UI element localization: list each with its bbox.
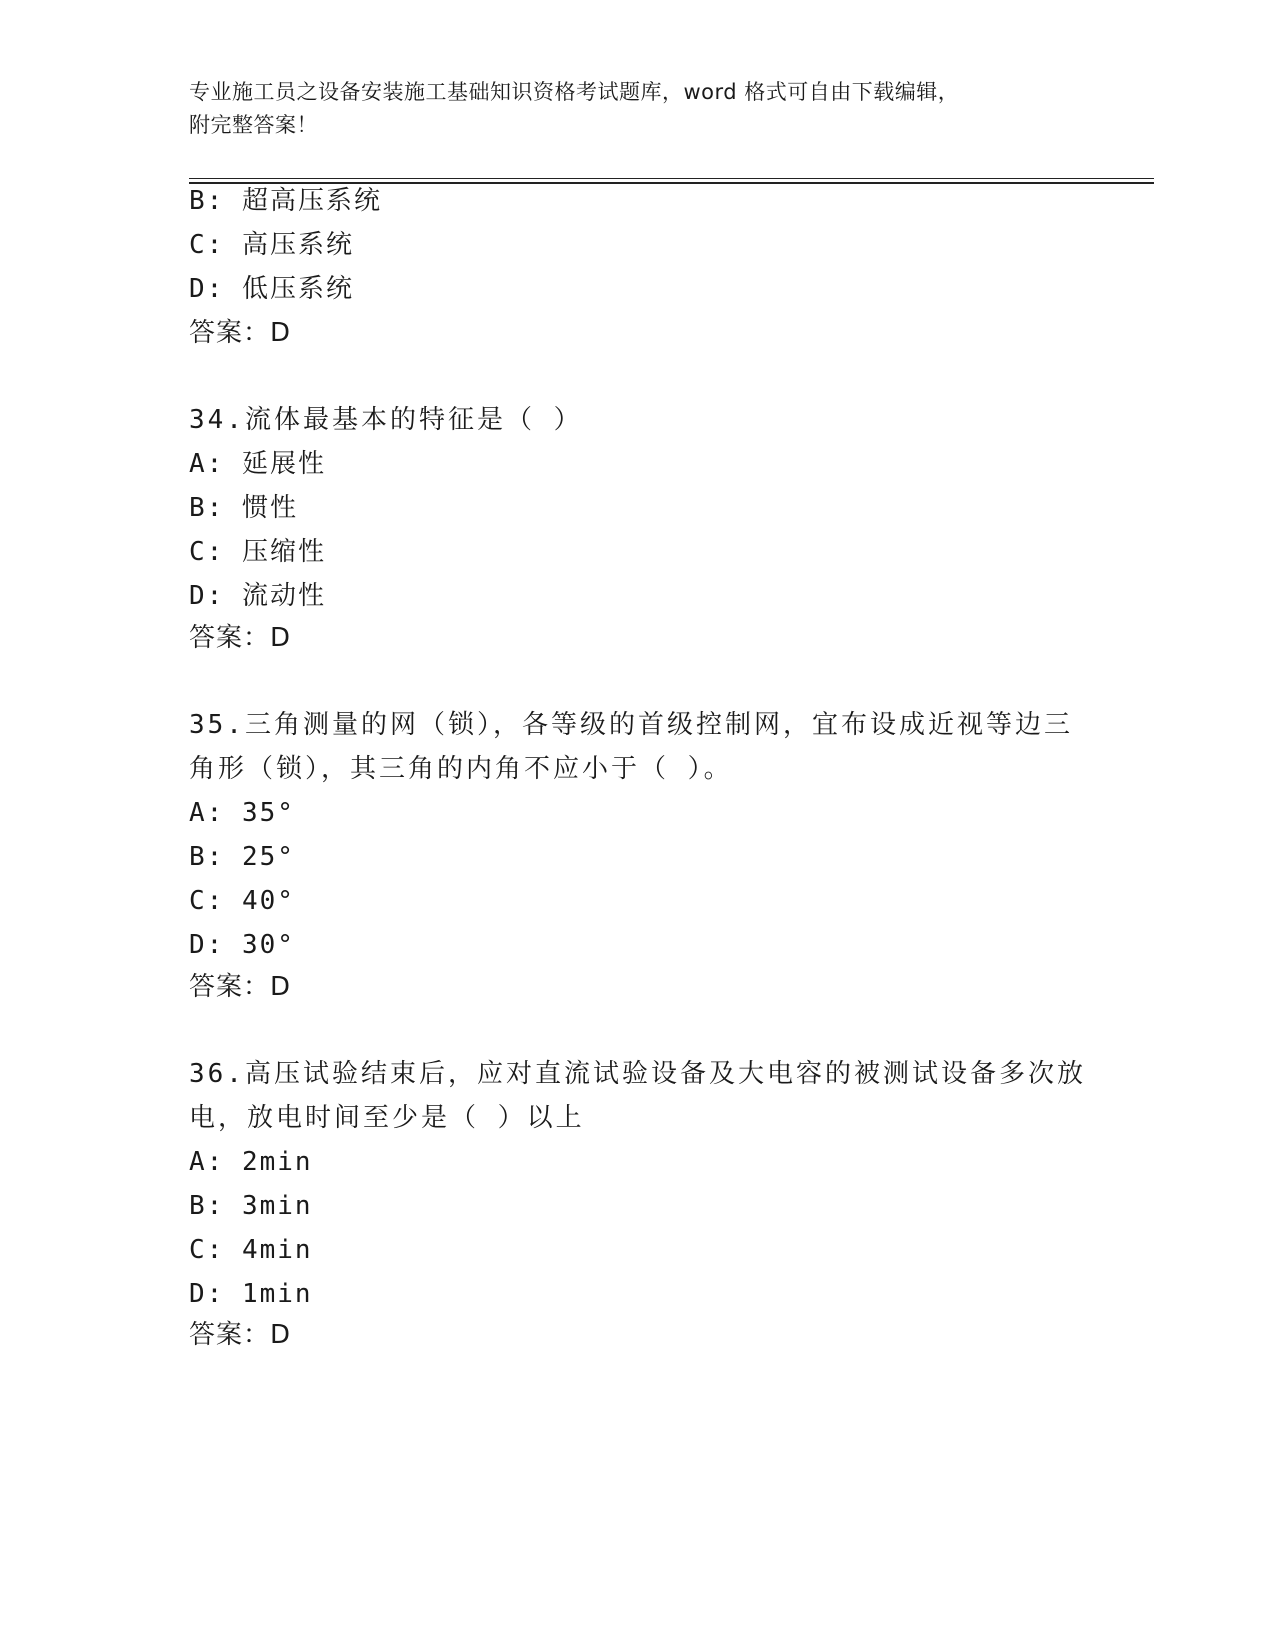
q34-stem: 34.流体最基本的特征是（ ） xyxy=(189,405,583,435)
q36-stem-line-2: 电，放电时间至少是（ ）以上 xyxy=(189,1103,585,1133)
header-rule-thin xyxy=(189,178,1154,179)
q33-option-b: B: 超高压系统 xyxy=(189,186,382,216)
q34-answer: 答案：D xyxy=(189,623,292,653)
q36-option-a: A: 2min xyxy=(189,1147,313,1177)
q33-answer: 答案：D xyxy=(189,318,292,348)
q34-option-a: A: 延展性 xyxy=(189,449,326,479)
q34-option-b: B: 惯性 xyxy=(189,493,298,523)
q34-option-d: D: 流动性 xyxy=(189,581,326,611)
q34-option-c: C: 压缩性 xyxy=(189,537,326,567)
q36-option-b: B: 3min xyxy=(189,1191,313,1221)
q36-option-c: C: 4min xyxy=(189,1235,313,1265)
header-line-1: 专业施工员之设备安装施工基础知识资格考试题库，word 格式可自由下载编辑， xyxy=(189,80,960,104)
q36-option-d: D: 1min xyxy=(189,1279,313,1309)
q35-option-b: B: 25° xyxy=(189,842,295,872)
header-rule-thick xyxy=(189,182,1154,184)
q33-option-c: C: 高压系统 xyxy=(189,230,354,260)
q35-stem-line-2: 角形（锁），其三角的内角不应小于（ ）。 xyxy=(189,754,733,784)
document-header xyxy=(189,76,1089,142)
q35-option-a: A: 35° xyxy=(189,798,295,828)
q36-answer: 答案：D xyxy=(189,1320,292,1350)
q35-stem-line-1: 35.三角测量的网（锁），各等级的首级控制网，宜布设成近视等边三 xyxy=(189,710,1073,740)
header-line-2: 附完整答案！ xyxy=(189,113,318,137)
q33-option-d: D: 低压系统 xyxy=(189,274,354,304)
q35-option-d: D: 30° xyxy=(189,930,295,960)
q36-stem-line-1: 36.高压试验结束后，应对直流试验设备及大电容的被测试设备多次放 xyxy=(189,1059,1086,1089)
q35-option-c: C: 40° xyxy=(189,886,295,916)
q35-answer: 答案：D xyxy=(189,972,292,1002)
